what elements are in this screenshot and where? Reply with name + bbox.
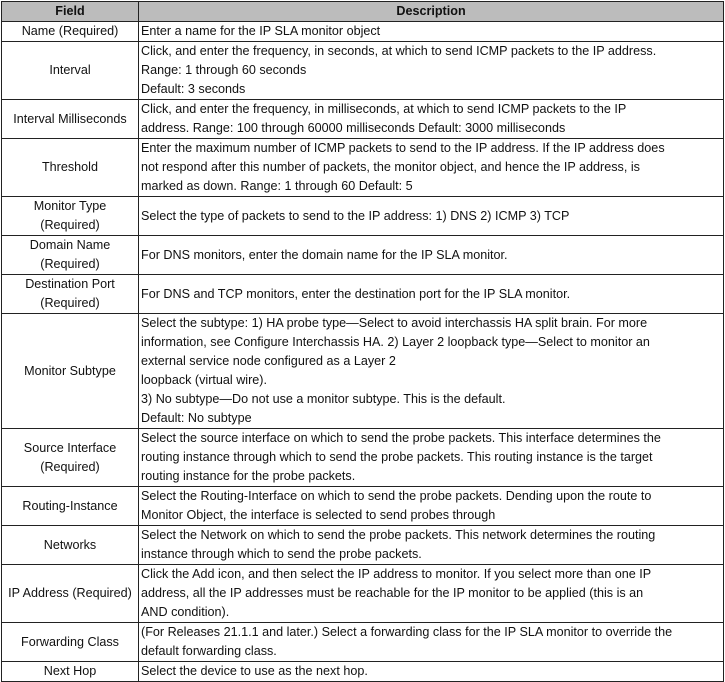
table-row bbox=[2, 662, 724, 682]
field-column-header: Field bbox=[2, 2, 139, 22]
description-line: 3) No subtype—Do not use a monitor subtype. This is the default. bbox=[141, 392, 506, 406]
description-line: For DNS and TCP monitors, enter the destination port for the IP SLA monitor. bbox=[141, 286, 571, 301]
description-line: marked as down. Range: 1 through 60 Default: 5 bbox=[141, 179, 413, 193]
table-row bbox=[2, 565, 724, 623]
field-name-line: Source Interface bbox=[23, 440, 117, 455]
table-body bbox=[2, 22, 724, 682]
description-column-header: Description bbox=[139, 2, 724, 22]
description-cell bbox=[139, 314, 724, 429]
description-line: default forwarding class. bbox=[141, 644, 277, 658]
description-line: Monitor Object, the interface is selected to send probes through bbox=[141, 508, 496, 522]
description-line: Click, and enter the frequency, in milliseconds, at which to send ICMP packets to the IP bbox=[141, 102, 627, 116]
field-cell bbox=[2, 197, 139, 236]
field-name-line: (Required) bbox=[40, 296, 100, 310]
field-cell bbox=[2, 526, 139, 565]
field-cell bbox=[2, 429, 139, 487]
field-name: Networks bbox=[43, 537, 97, 552]
field-cell bbox=[2, 487, 139, 526]
field-cell bbox=[2, 236, 139, 275]
field-cell bbox=[2, 565, 139, 623]
description-cell bbox=[139, 139, 724, 197]
description-cell bbox=[139, 662, 724, 682]
description-line: Select the subtype: 1) HA probe type—Select to avoid interchassis HA split brain. For more bbox=[141, 316, 648, 330]
field-name-line: (Required) bbox=[40, 218, 100, 232]
field-name-line: Monitor Type bbox=[33, 199, 107, 213]
field-name-line: (Required) bbox=[40, 257, 100, 271]
table-row bbox=[2, 275, 724, 314]
description-cell bbox=[139, 429, 724, 487]
description-cell bbox=[139, 197, 724, 236]
field-name: Monitor Subtype bbox=[24, 363, 116, 378]
description-line: information, see Configure Interchassis HA. 2) Layer 2 loopback type—Select to monitor an bbox=[141, 335, 650, 349]
description-line: Click the Add icon, and then select the IP address to monitor. If you select more than one IP bbox=[141, 567, 652, 581]
table-row bbox=[2, 314, 724, 429]
table-header-row bbox=[2, 2, 724, 22]
field-name-line: (Required) bbox=[40, 459, 100, 474]
description-cell bbox=[139, 22, 724, 42]
field-cell bbox=[2, 275, 139, 314]
field-name: Interval bbox=[49, 63, 91, 77]
table-row bbox=[2, 487, 724, 526]
description-line: routing instance for the probe packets. bbox=[141, 469, 356, 483]
description-cell bbox=[139, 236, 724, 275]
field-name: IP Address (Required) bbox=[8, 586, 132, 600]
description-line: Select the source interface on which to send the probe packets. This interface determines the bbox=[141, 431, 661, 445]
description-line: Select the Network on which to send the probe packets. This network determines the routing bbox=[141, 528, 656, 542]
table-row bbox=[2, 42, 724, 100]
description-line: address, all the IP addresses must be reachable for the IP monitor to be applied (this is an bbox=[141, 586, 644, 600]
description-cell bbox=[139, 526, 724, 565]
table-row bbox=[2, 526, 724, 565]
description-cell bbox=[139, 275, 724, 314]
description-cell bbox=[139, 42, 724, 100]
description-cell bbox=[139, 623, 724, 662]
table-row bbox=[2, 429, 724, 487]
description-line: external service node configured as a Layer 2 bbox=[141, 354, 396, 368]
description-cell bbox=[139, 100, 724, 139]
description-cell bbox=[139, 487, 724, 526]
description-line: Range: 1 through 60 seconds bbox=[141, 63, 307, 77]
field-cell bbox=[2, 42, 139, 100]
description-line: Enter a name for the IP SLA monitor object bbox=[141, 24, 381, 38]
description-line: Select the type of packets to send to the IP address: 1) DNS 2) ICMP 3) TCP bbox=[141, 208, 570, 223]
field-cell bbox=[2, 314, 139, 429]
table-row bbox=[2, 197, 724, 236]
description-line: AND condition). bbox=[141, 605, 230, 619]
field-name: Threshold bbox=[41, 160, 98, 174]
field-name-line: Domain Name bbox=[29, 238, 111, 252]
description-line: (For Releases 21.1.1 and later.) Select a forwarding class for the IP SLA monitor to override the bbox=[141, 625, 673, 639]
field-name-line: Destination Port bbox=[25, 277, 115, 291]
field-cell bbox=[2, 100, 139, 139]
description-line: Select the device to use as the next hop. bbox=[141, 664, 368, 678]
table-row bbox=[2, 623, 724, 662]
description-line: instance through which to send the probe packets. bbox=[141, 547, 422, 561]
table-row bbox=[2, 100, 724, 139]
field-description-table bbox=[1, 1, 724, 682]
field-name: Next Hop bbox=[43, 664, 97, 678]
description-line: Select the Routing-Interface on which to send the probe packets. Dending upon the route to bbox=[141, 489, 652, 503]
description-line: Click, and enter the frequency, in seconds, at which to send ICMP packets to the IP address. bbox=[141, 44, 657, 58]
table-row bbox=[2, 236, 724, 275]
description-line: For DNS monitors, enter the domain name for the IP SLA monitor. bbox=[141, 247, 508, 262]
field-name: Forwarding Class bbox=[21, 634, 119, 649]
description-line: routing instance through which to send the probe packets. This routing instance is the target bbox=[141, 450, 653, 464]
description-line: not respond after this number of packets, the monitor object, and hence the IP address, is bbox=[141, 160, 640, 174]
field-cell bbox=[2, 139, 139, 197]
field-name: Routing-Instance bbox=[22, 498, 118, 513]
table-row bbox=[2, 139, 724, 197]
description-line: Enter the maximum number of ICMP packets to send to the IP address. If the IP address does bbox=[141, 141, 665, 155]
field-cell bbox=[2, 623, 139, 662]
table-row bbox=[2, 22, 724, 42]
description-line: loopback (virtual wire). bbox=[141, 373, 267, 387]
description-cell bbox=[139, 565, 724, 623]
description-line: Default: No subtype bbox=[141, 411, 252, 425]
field-name: Name (Required) bbox=[21, 24, 119, 38]
description-line: Default: 3 seconds bbox=[141, 82, 246, 96]
field-cell bbox=[2, 662, 139, 682]
field-cell bbox=[2, 22, 139, 42]
field-name: Interval Milliseconds bbox=[13, 111, 127, 126]
description-line: address. Range: 100 through 60000 milliseconds Default: 3000 milliseconds bbox=[141, 121, 566, 135]
